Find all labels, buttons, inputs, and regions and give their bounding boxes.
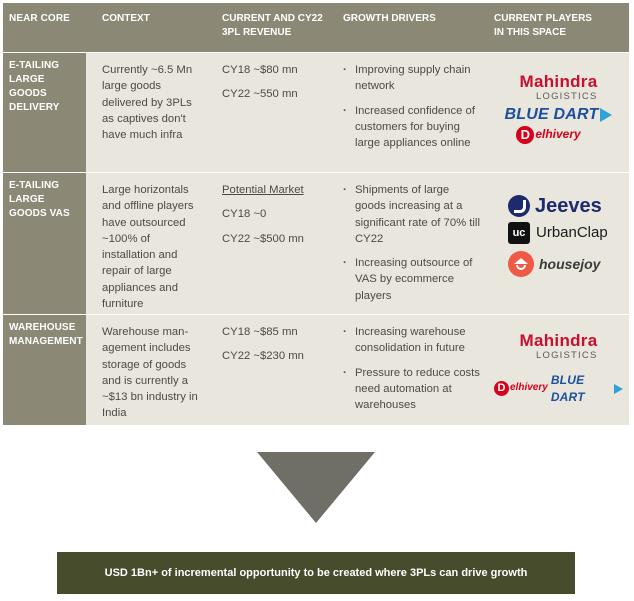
row-context: Large horizontals and offline players have outsourced ~100% of installation and repair of large appliances and furniture <box>86 173 208 315</box>
bluedart-logo <box>505 107 613 123</box>
row-category: E-TAILING LARGE GOODS VAS <box>3 173 86 315</box>
table-row <box>3 53 629 173</box>
header-players-line2: IN THIS SPACE <box>494 27 567 38</box>
urbanclap-mark-icon: uc <box>508 222 530 244</box>
header-context <box>86 3 208 53</box>
housejoy-logo <box>508 251 600 277</box>
driver-item: · Pressure to reduce costs need automation at warehouses <box>343 365 480 414</box>
delhivery-logo <box>494 380 548 396</box>
header-revenue-line2: 3PL REVENUE <box>222 27 292 38</box>
table-row <box>3 315 629 425</box>
header-near-core-label: NEAR CORE <box>9 13 70 24</box>
revenue-cy18: CY18 ~0 <box>222 208 267 221</box>
revenue-cy18: CY18 ~$80 mn <box>222 64 298 76</box>
opportunity-table <box>3 3 629 425</box>
mahindra-wordmark: Mahindra <box>519 72 598 91</box>
delhivery-logo <box>516 126 580 144</box>
row-context: Warehouse management includes storage of goods and is currently a ~$13 bn industry in India <box>86 315 208 425</box>
header-near-core <box>3 3 86 53</box>
down-arrow-icon <box>257 452 375 523</box>
row-players <box>488 315 629 425</box>
driver-item: · Increasing outsource of VAS by ecommerce players <box>343 255 480 304</box>
row-category: E-TAILING LARGE GOODS DELIVERY <box>3 53 86 173</box>
housejoy-house-icon <box>508 251 534 277</box>
header-revenue <box>208 3 333 53</box>
driver-item: · Increased confidence of customers for buying large appliances online <box>343 103 480 152</box>
mahindra-logistics-logo <box>520 332 598 364</box>
header-drivers <box>333 3 488 53</box>
urbanclap-logo <box>508 222 608 244</box>
driver-item: · Shipments of large goods increasing at a significant rate of 70% till CY22 <box>343 182 480 247</box>
conclusion-banner: USD 1Bn+ of incremental opportunity to be created where 3PLs can drive growth <box>57 552 575 594</box>
row-revenue <box>208 315 333 425</box>
header-drivers-label: GROWTH DRIVERS <box>343 13 436 24</box>
bluedart-logo <box>551 372 623 405</box>
table-row <box>3 173 629 315</box>
row-revenue <box>208 53 333 173</box>
bluedart-arrow-icon <box>614 384 623 394</box>
mahindra-wordmark: Mahindra <box>519 331 598 350</box>
table-header <box>3 3 629 53</box>
row-drivers <box>333 315 488 425</box>
revenue-cy22: CY22 ~$500 mn <box>222 232 304 245</box>
jeeves-wordmark: Jeeves <box>535 194 602 217</box>
row-category: WAREHOUSE MANAGEMENT <box>3 315 86 425</box>
header-players-line1: CURRENT PLAYERS <box>494 13 592 24</box>
driver-item: · Improving supply chain network <box>343 62 480 95</box>
mahindra-logistics-logo <box>520 73 598 105</box>
delhivery-wordmark: elhivery <box>510 382 548 394</box>
urbanclap-wordmark: UrbanClap <box>536 223 608 241</box>
row-drivers <box>333 53 488 173</box>
revenue-cy22: CY22 ~550 mn <box>222 88 298 101</box>
row-players <box>488 53 629 173</box>
row-drivers <box>333 173 488 315</box>
header-players <box>488 3 629 53</box>
delhivery-d-icon: D <box>516 126 534 144</box>
jeeves-logo <box>508 195 602 217</box>
bluedart-wordmark: BLUE DART <box>550 373 585 404</box>
header-revenue-line1: CURRENT AND CY22 <box>222 13 323 24</box>
delhivery-d-icon: D <box>494 381 509 396</box>
row-revenue <box>208 173 333 315</box>
header-context-label: CONTEXT <box>102 13 150 24</box>
bluedart-wordmark: BLUE DART <box>504 106 599 124</box>
revenue-cy18: CY18 ~$85 mn <box>222 326 298 338</box>
logistics-wordmark: LOGISTICS <box>536 91 598 102</box>
revenue-heading: Potential Market <box>222 184 304 196</box>
logistics-wordmark: LOGISTICS <box>536 350 598 361</box>
driver-item: · Increasing warehouse consolidation in future <box>343 324 480 357</box>
row-players <box>488 173 629 315</box>
revenue-cy22: CY22 ~$230 mn <box>222 350 304 363</box>
delhivery-bluedart-logos <box>494 372 623 405</box>
bluedart-arrow-icon <box>600 108 612 122</box>
housejoy-wordmark: housejoy <box>539 255 601 272</box>
jeeves-mark-icon <box>508 195 530 217</box>
row-context: Currently ~6.5 Mn large goods delivered by 3PLs as captives don't have much infra <box>86 53 208 173</box>
delhivery-wordmark: elhivery <box>535 127 581 142</box>
